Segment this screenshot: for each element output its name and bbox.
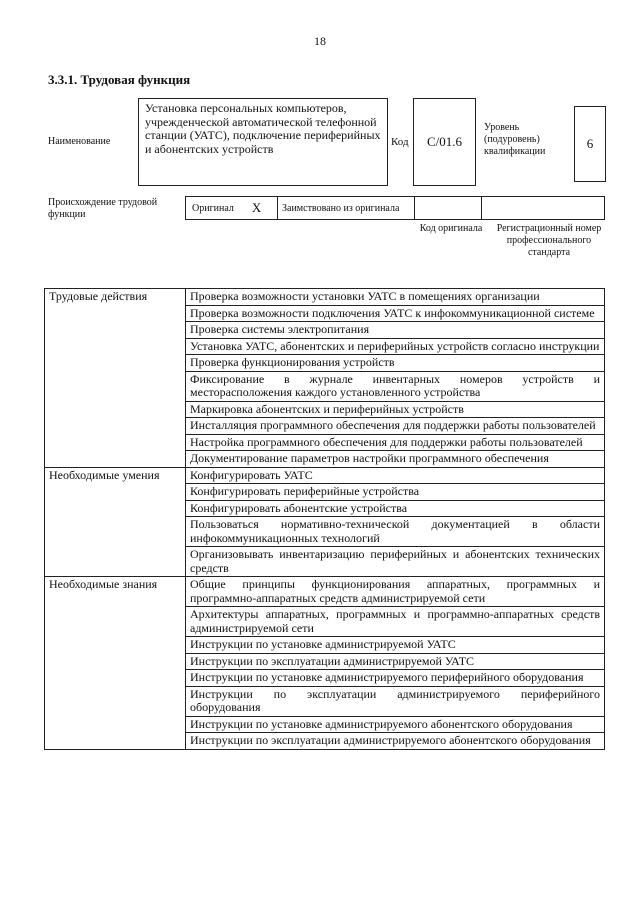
item-cell: Проверка возможности подключения УАТС к инфокоммуникационной системе xyxy=(186,305,605,322)
code-label: Код xyxy=(391,136,409,148)
item-cell: Общие принципы функционирования аппаратных, программных и программно-аппаратных средств администрируемой сети xyxy=(186,577,605,607)
name-value: Установка персональных компьютеров, учрежденческой автоматической телефонной станции (УАТС), подключение периферийных и абонентских устройств xyxy=(138,98,388,186)
item-cell: Инструкции по эксплуатации администрируемого периферийного оборудования xyxy=(186,686,605,716)
origin-code-cell xyxy=(415,197,482,219)
item-cell: Проверка функционирования устройств xyxy=(186,355,605,372)
section-heading: 3.3.1. Трудовая функция xyxy=(48,72,191,87)
item-cell: Инструкции по установке администрируемого периферийного оборудования xyxy=(186,670,605,687)
item-cell: Организовывать инвентаризацию периферийных и абонентских технических средств xyxy=(186,547,605,577)
item-cell: Конфигурировать абонентские устройства xyxy=(186,500,605,517)
item-cell: Инструкции по установке администрируемой УАТС xyxy=(186,637,605,654)
origin-original: Оригинал xyxy=(192,202,234,214)
function-table xyxy=(44,288,605,750)
item-cell: Проверка системы электропитания xyxy=(186,322,605,339)
category-cell: Трудовые действия xyxy=(45,289,186,468)
item-cell: Проверка возможности установки УАТС в помещениях организации xyxy=(186,289,605,306)
category-cell: Необходимые умения xyxy=(45,467,186,577)
origin-original-cell xyxy=(186,197,278,219)
origin-row xyxy=(185,196,605,220)
table-row xyxy=(45,467,605,484)
level-label: Уровень (подуровень) квалификации xyxy=(484,122,546,157)
code-original-caption: Код оригинала xyxy=(419,223,483,234)
name-label: Наименование xyxy=(48,136,111,147)
item-cell: Конфигурировать УАТС xyxy=(186,467,605,484)
item-cell: Пользоваться нормативно-технической документацией в области инфокоммуникационных технологий xyxy=(186,517,605,547)
code-value: С/01.6 xyxy=(413,98,476,186)
item-cell: Инструкции по эксплуатации администрируемого абонентского оборудования xyxy=(186,733,605,750)
origin-reg-cell xyxy=(482,197,604,219)
item-cell: Установка УАТС, абонентских и периферийных устройств согласно инструкции xyxy=(186,338,605,355)
page-number: 18 xyxy=(314,34,326,48)
item-cell: Инструкции по установке администрируемого абонентского оборудования xyxy=(186,716,605,733)
item-cell: Архитектуры аппаратных, программных и программно-аппаратных средств администрируемой сети xyxy=(186,607,605,637)
item-cell: Фиксирование в журнале инвентарных номеров устройств и месторасположения каждого установленного устройства xyxy=(186,371,605,401)
item-cell: Инсталляция программного обеспечения для поддержки работы пользователей xyxy=(186,418,605,435)
item-cell: Конфигурировать периферийные устройства xyxy=(186,484,605,501)
item-cell: Инструкции по эксплуатации администрируемой УАТС xyxy=(186,653,605,670)
origin-label: Происхождение трудовой функции xyxy=(48,197,158,220)
item-cell: Маркировка абонентских и периферийных устройств xyxy=(186,401,605,418)
origin-borrowed: Заимствовано из оригинала xyxy=(278,197,415,219)
item-cell: Документирование параметров настройки программного обеспечения xyxy=(186,451,605,468)
origin-mark: X xyxy=(251,200,262,215)
table-row xyxy=(45,289,605,306)
table-row xyxy=(45,577,605,607)
category-cell: Необходимые знания xyxy=(45,577,186,750)
level-value: 6 xyxy=(574,106,606,182)
item-cell: Настройка программного обеспечения для поддержки работы пользователей xyxy=(186,434,605,451)
reg-number-caption: Регистрационный номер профессионального стандарта xyxy=(496,223,602,258)
